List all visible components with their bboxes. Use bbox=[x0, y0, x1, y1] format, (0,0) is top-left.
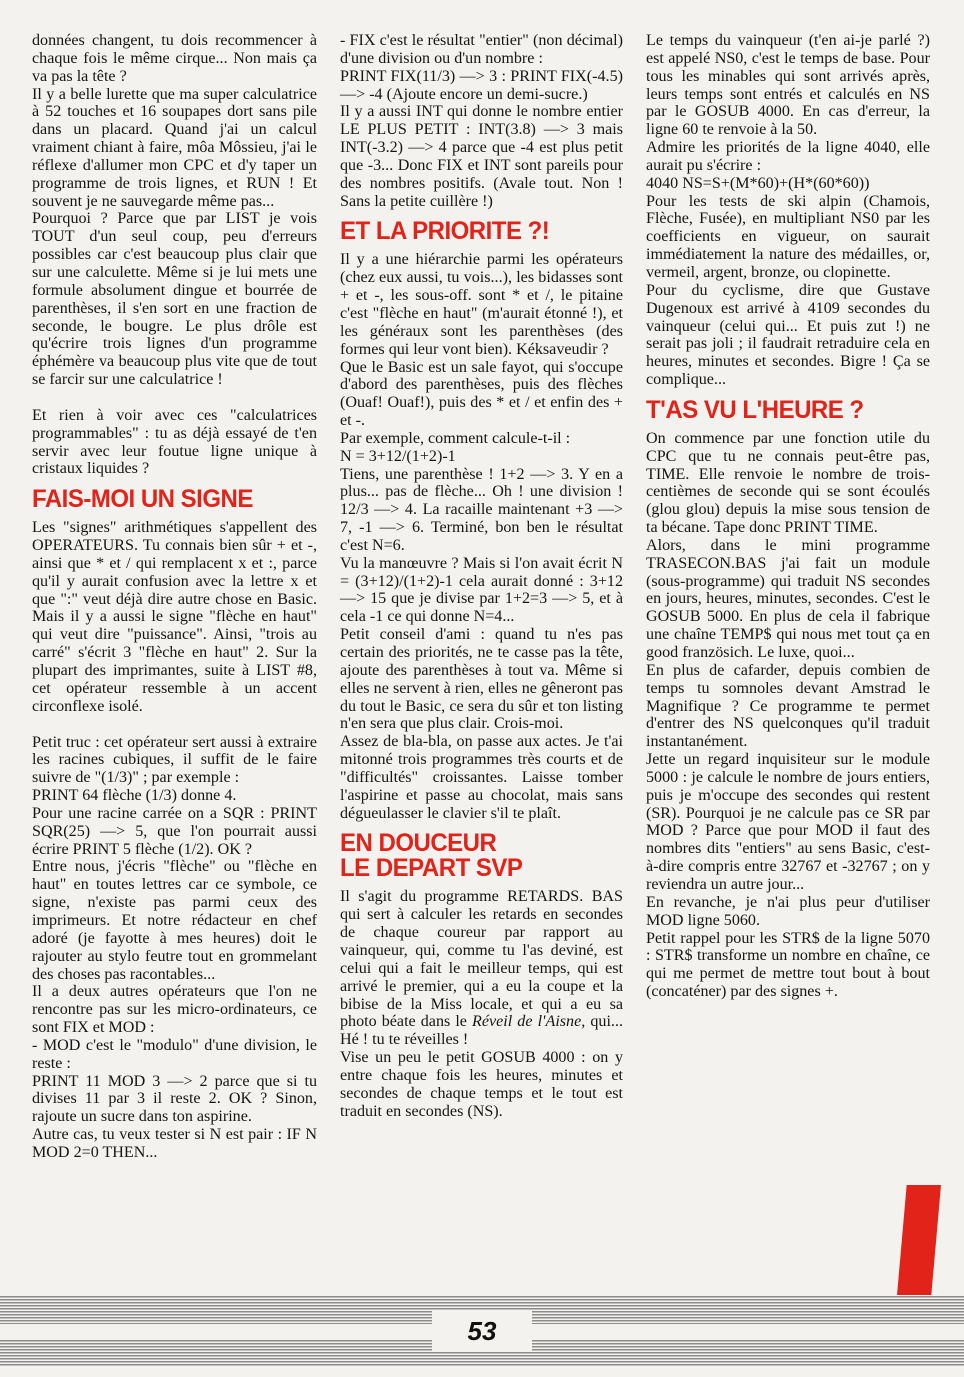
paragraph-text: Il s'agit du programme RETARDS. BAS qui sert à calculer les retards en secondes de chaque coureur par rapport au vainqueur, qui, comme tu l'as deviné, est celui qui a fait le meilleur temps, qui est arrivé le premier, qui a eu la coupe et la bibise de la Miss locale, et qui a eu sa photo béate dans le bbox=[340, 888, 623, 1031]
paragraph: Admire les priorités de la ligne 4040, elle aurait pu s'écrire : bbox=[646, 139, 930, 174]
paragraph: Jette un regard inquisiteur sur le module 5000 : je calcule le nombre de jours entiers, puis je m'occupe des secondes qui restent (SR). Pourquoi je ne calcule pas ce SR par MOD ? Parce que pour MOD il faut des nombres dits "entiers" au sens Basic, c'est-à-dire compris entre 32767 et -32767 ; on y reviendra un autre jour... bbox=[646, 751, 930, 893]
paragraph: Petit truc : cet opérateur sert aussi à extraire les racines cubiques, il suffit de le faire suivre de "(1/3)" ; par exemple : bbox=[32, 733, 317, 787]
paragraph: Entre nous, j'écris "flèche" ou "flèche en haut" en toutes lettres car ce symbole, ce signe, n'existe pas parmi ceux des imprimeurs. Et notre rédacteur en chef adoré (je fayotte à mes heures) doit le rajouter au stylo feutre tout en grommelant des choses pas racontables... bbox=[32, 858, 317, 983]
paragraph: On commence par une fonction utile du CPC que tu ne connais peut-être pas, TIME. Elle renvoie le nombre de trois-centièmes de seconde qui se sont écoulés (glou glou) depuis la mise sous tension de ta bécane. Tape donc PRINT TIME. bbox=[646, 429, 930, 537]
paragraph: données changent, tu dois recommencer à chaque fois le même cirque... Non mais ça va pas la tête ? bbox=[32, 32, 317, 85]
paragraph: Et rien à voir avec ces "calculatrices programmables" : tu as déjà essayé de t'en servir avec leur foutue ligne unique à cristaux liquides ? bbox=[32, 406, 317, 478]
paragraph: Pour une racine carrée on a SQR : PRINT SQR(25) —> 5, que l'on pourrait aussi écrire PRINT 5 flèche (1/2). OK ? bbox=[32, 804, 317, 858]
paragraph: Il a deux autres opérateurs que l'on ne rencontre pas sur les micro-ordinateurs, ce sont FIX et MOD : bbox=[32, 983, 317, 1037]
section-heading-le-depart-svp: LE DEPART SVP bbox=[340, 854, 523, 883]
paragraph: Autre cas, tu veux tester si N est pair : IF N MOD 2=0 THEN... bbox=[32, 1126, 317, 1161]
paragraph bbox=[340, 888, 623, 1049]
paragraph: Alors, dans le mini programme TRASECON.BAS j'ai fait un module (sous-programme) qui traduit NS secondes en jours, heures, minutes, secondes. C'est le GOSUB 5000. En plus de cela il fabrique une chaîne TEMP$ qui nous met tout ça en good französich. Le luxe, quoi... bbox=[646, 536, 930, 661]
page-number: 53 bbox=[432, 1310, 532, 1352]
paragraph: Par exemple, comment calcule-t-il : bbox=[340, 429, 571, 447]
column-1 bbox=[32, 32, 317, 1162]
paragraph: Vu la manœuvre ? Mais si l'on avait écrit N = (3+12)/(1+2)-1 cela aurait donné : 3+12 —> 15 que je divise par 1+2=3 —> 5, et à cela -1 ce qui donne N=4... bbox=[340, 554, 623, 626]
paragraph: Il y a belle lurette que ma super calculatrice à 52 touches et 16 soupapes dort sans pile dans un placard. Quand j'ai un calcul vraiment chiant à faire, môa Môssieu, j'ai le réflexe d'allumer mon CPC et d'y taper un programme de trois lignes, et RUN ! Et souvent je ne sauvegarde même pas... bbox=[32, 85, 317, 210]
paragraph-text: , qui... Hé ! tu te réveilles ! bbox=[340, 1013, 623, 1049]
section-heading-et-la-priorite: ET LA PRIORITE ?! bbox=[340, 217, 550, 246]
paragraph: Petit conseil d'ami : quand tu n'es pas certain des priorités, ne te casse pas la tête, ajoute des parenthèses à tout va. Même si elles ne servent à rien, elles ne gêneront pas du tout le Basic, ce sera du sûr et ton listing n'en sera que plus clair. Crois-moi. bbox=[340, 626, 623, 733]
paragraph: Pourquoi ? Parce que par LIST je vois TOUT d'un seul coup, peu d'erreurs possibles car c'est beaucoup plus clair que sur une calculette. Même si je lui mets une formule absolument dingue et bourrée de parenthèses, il s'en sort en une fraction de seconde, le bougre. Le plus drôle est qu'écrire trois lignes d'un programme éphémère va beaucoup plus vite que de tout se farcir sur une calculatrice ! bbox=[32, 210, 317, 389]
paragraph: Il y a aussi INT qui donne le nombre entier LE PLUS PETIT : INT(3.8) —> 3 mais INT(-3.2) —> 4 parce que -4 est plus petit que -3... Donc FIX et INT sont pareils pour des nombres positifs. (Avale tout. Non ! Sans la petite cuillère !) bbox=[340, 103, 623, 210]
paragraph: N = 3+12/(1+2)-1 bbox=[340, 447, 456, 465]
paragraph: PRINT 64 flèche (1/3) donne 4. bbox=[32, 787, 237, 805]
paragraph: Le temps du vainqueur (t'en ai-je parlé ?) est appelé NS0, c'est le temps de base. Pour tous les minables qui sont arrivés après, leurs temps sont entrés et calculés en NS par le GOSUB 4000. En cas d'erreur, la ligne 60 te renvoie à la 50. bbox=[646, 32, 930, 139]
column-3 bbox=[646, 32, 930, 1001]
paragraph: Les "signes" arithmétiques s'appellent des OPERATEURS. Tu connais bien sûr + et -, ainsi que * et / qui remplacent x et :, parce qu'il y aurait confusion avec la lettre x et que ":" veut déjà dire autre chose en Basic. Mais il y a aussi le signe "flèche en haut" qui veut dire "puissance". Ainsi, "trois au carré" s'écrit 3 "flèche en haut" 2. Sur la plupart des imprimantes, suite à LIST #8, cet opérateur ressemble à un accent circonflexe isolé. bbox=[32, 519, 317, 715]
paragraph: En revanche, je n'ai plus peur d'utiliser MOD ligne 5060. bbox=[646, 893, 930, 929]
section-heading-fais-moi-un-signe: FAIS-MOI UN SIGNE bbox=[32, 485, 253, 514]
section-heading-en-douceur: EN DOUCEUR bbox=[340, 829, 497, 858]
paragraph: Assez de bla-bla, on passe aux actes. Je t'ai mitonné trois programmes très courts et de "difficultés" croissantes. Laisse tomber l'aspirine et passe au chocolat, mais sans dégueulasser le clavier s'il te plaît. bbox=[340, 733, 623, 822]
paragraph: Pour du cyclisme, dire que Gustave Dugenoux est arrivé à 4109 secondes du vainqueur (celui qui... Et puis zut !) ne serait pas joli ; il faudrait retraduire cela en heures, minutes et secondes. Bigre ! Ça se complique... bbox=[646, 281, 930, 389]
paragraph: Petit rappel pour les STR$ de la ligne 5070 : STR$ transforme un nombre en chaîne, ce qui me permet de mettre tout bout à bout (concaténer) par des signes +. bbox=[646, 929, 930, 1001]
red-page-marker bbox=[897, 1185, 941, 1295]
column-2 bbox=[340, 32, 623, 1120]
paragraph: En plus de cafarder, depuis combien de temps tu somnoles devant Amstrad le Magnifique ? Ce programme te permet d'entrer des NS quelconques qu'il traduit instantanément. bbox=[646, 661, 930, 751]
paragraph: Pour les tests de ski alpin (Chamois, Flèche, Fusée), en multipliant NS0 par les coefficients en vigueur, on saurait immédiatement la nature des médailles, or, vermeil, argent, bronze, ou clopinette. bbox=[646, 192, 930, 281]
paragraph: Il y a une hiérarchie parmi les opérateurs (chez eux aussi, tu vois...), les bidasses sont + et -, les sous-off. sont * et /, le pitaine c'est "flèche en haut" (m'aurait étonné !), et les généraux sont les parenthèses (des formes qui leur vont bien). Kéksaveudir ? bbox=[340, 251, 623, 358]
paragraph: Vise un peu le petit GOSUB 4000 : on y entre chaque fois les heures, minutes et secondes de chaque temps et le tout est traduit en secondes (NS). bbox=[340, 1049, 623, 1120]
paragraph: - MOD c'est le "modulo" d'une division, le reste : bbox=[32, 1036, 317, 1072]
section-heading-tas-vu-lheure: T'AS VU L'HEURE ? bbox=[646, 395, 864, 425]
paragraph: PRINT FIX(11/3) —> 3 : PRINT FIX(-4.5) —> -4 (Ajoute encore un demi-sucre.) bbox=[340, 67, 623, 103]
paragraph: PRINT 11 MOD 3 —> 2 parce que si tu divises 11 par 3 il reste 2. OK ? Sinon, rajoute un sucre dans ton aspirine. bbox=[32, 1072, 317, 1126]
paragraph: Que le Basic est un sale fayot, qui s'occupe d'abord des parenthèses, puis des flèches (Ouaf! Ouaf!), puis des * et / et enfin des + et -. bbox=[340, 358, 623, 430]
newspaper-title: Réveil de l'Aisne bbox=[472, 1013, 582, 1031]
paragraph: Tiens, une parenthèse ! 1+2 —> 3. Y en a plus... pas de flèche... Oh ! une division ! 12/3 —> 4. La racaille maintenant +3 —> 7, -1 —> 6. Terminé, bon ben le résultat c'est N=6. bbox=[340, 465, 623, 554]
paragraph: 4040 NS=S+(M*60)+(H*(60*60)) bbox=[646, 174, 870, 192]
paragraph: - FIX c'est le résultat "entier" (non décimal) d'une division ou d'un nombre : bbox=[340, 32, 623, 67]
